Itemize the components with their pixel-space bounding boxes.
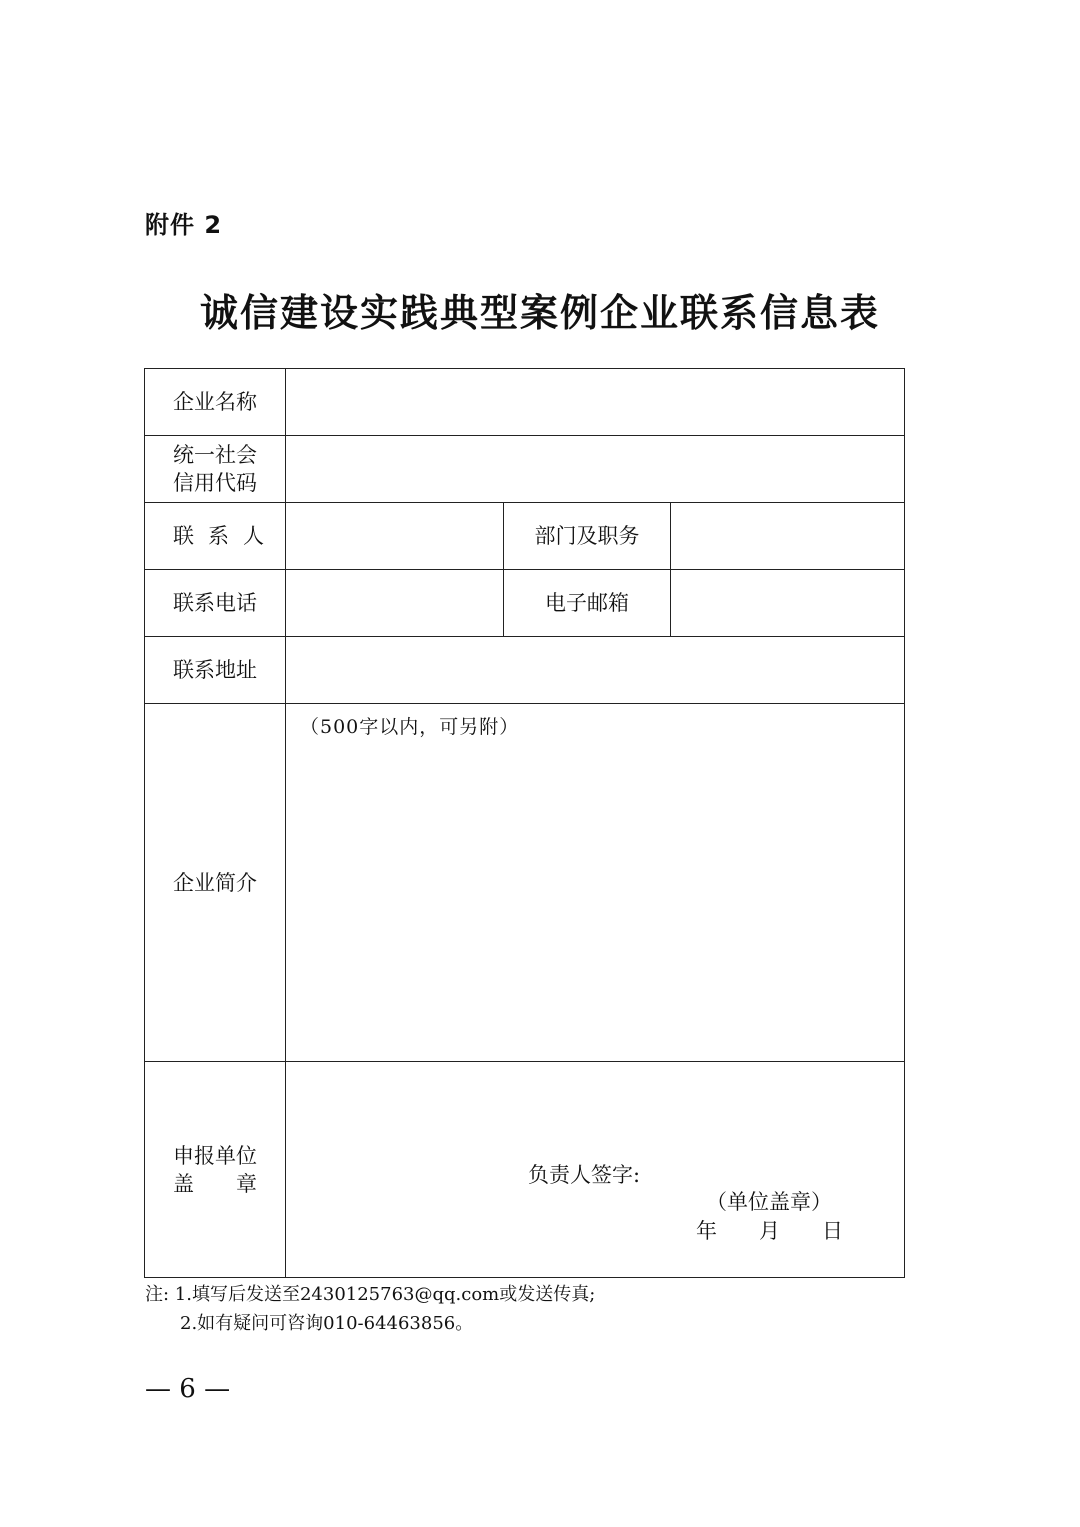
phone-row [145, 570, 905, 637]
credit-code-label [145, 436, 286, 503]
note-line-2: 2.如有疑问可咨询010-64463856。 [180, 1313, 474, 1334]
seal-row-label-line1: 申报单位 [173, 1143, 257, 1168]
intro-hint: （500字以内，可另附） [300, 716, 520, 738]
date-line: 年 月 日 [696, 1219, 843, 1243]
credit-code-label-line1: 统一社会 [173, 443, 257, 467]
email-field[interactable] [671, 570, 905, 637]
credit-code-label-line2: 信用代码 [173, 471, 257, 495]
signature-label: 负责人签字: [528, 1163, 641, 1187]
department-label: 部门及职务 [504, 503, 671, 570]
unit-seal-label: （单位盖章） [706, 1190, 832, 1214]
intro-field[interactable] [286, 704, 905, 1062]
seal-row-label-line2: 盖 章 [173, 1171, 257, 1196]
phone-field[interactable] [286, 570, 504, 637]
seal-row-label [145, 1062, 286, 1278]
company-name-field[interactable] [286, 369, 905, 436]
company-name-row [145, 369, 905, 436]
seal-row [145, 1062, 905, 1278]
note-line-1: 注: 1.填写后发送至2430125763@qq.com或发送传真; [145, 1284, 596, 1305]
contact-row [145, 503, 905, 570]
page-number: — 6 — [145, 1374, 231, 1404]
department-field[interactable] [671, 503, 905, 570]
intro-label: 企业简介 [145, 704, 286, 1062]
phone-label: 联系电话 [145, 570, 286, 637]
credit-code-row [145, 436, 905, 503]
seal-field[interactable] [286, 1062, 905, 1278]
address-field[interactable] [286, 637, 905, 704]
notes [145, 1280, 595, 1338]
attachment-label: 附件 2 [145, 211, 223, 239]
page-title: 诚信建设实践典型案例企业联系信息表 [199, 291, 880, 335]
credit-code-field[interactable] [286, 436, 905, 503]
address-label: 联系地址 [145, 637, 286, 704]
contact-label: 联系人 [145, 503, 286, 570]
address-row [145, 637, 905, 704]
company-name-label: 企业名称 [145, 369, 286, 436]
contact-info-form [144, 368, 905, 1278]
email-label: 电子邮箱 [504, 570, 671, 637]
intro-row [145, 704, 905, 1062]
contact-field[interactable] [286, 503, 504, 570]
